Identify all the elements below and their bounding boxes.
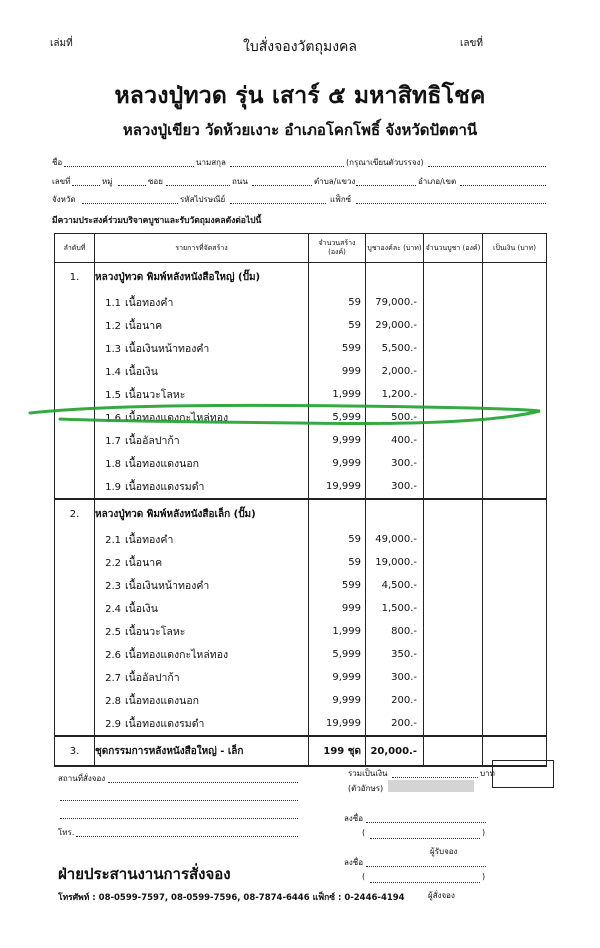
made-qty: 9,999: [309, 689, 366, 712]
item-name: เนื้อทองแดงกะไหล่ทอง: [125, 649, 229, 661]
made-qty: 599: [309, 574, 366, 597]
form-title: ใบสั่งจองวัตถุมงคล: [243, 39, 357, 55]
item-name: เนื้อเงิน: [125, 603, 158, 615]
section-row: [55, 499, 547, 528]
order-qty-cell[interactable]: [424, 597, 483, 620]
total-label: รวมเป็นเงิน: [348, 769, 388, 778]
item-code: 1.9: [105, 482, 121, 493]
postcode-label: รหัสไปรษณีย์: [180, 195, 226, 204]
form-number-label: เลขที่: [460, 38, 483, 49]
table-row: [55, 620, 547, 643]
item-code: 1.2: [105, 321, 121, 332]
province-input[interactable]: [82, 203, 178, 204]
order-qty-cell[interactable]: [424, 574, 483, 597]
amount-cell[interactable]: [483, 689, 547, 712]
main-title: หลวงปู่ทวด รุ่น เสาร์ ๕ มหาสิทธิโชค: [114, 83, 486, 109]
item-code: 2.4: [105, 604, 121, 615]
made-qty: 19,999: [309, 712, 366, 736]
table-row: [55, 597, 547, 620]
amount-cell[interactable]: [483, 620, 547, 643]
made-qty: 999: [309, 360, 366, 383]
amount-cell[interactable]: [483, 528, 547, 551]
house-no-label: เลขที่: [52, 177, 71, 186]
price: 29,000.-: [366, 314, 424, 337]
table-row: [55, 551, 547, 574]
total-input[interactable]: [392, 777, 478, 778]
item-name: เนื้อนาค: [125, 557, 163, 569]
order-qty-cell[interactable]: [424, 291, 483, 314]
fax-label: แฟ็กซ์: [330, 195, 352, 204]
header-made-qty: จำนวนสร้าง (องค์): [309, 234, 366, 263]
order-place-line3[interactable]: [60, 818, 298, 819]
order-qty-cell[interactable]: [424, 337, 483, 360]
fax-input[interactable]: [356, 203, 546, 204]
set-qty: 199 ชุด: [309, 736, 366, 766]
book-number-label: เล่มที่: [50, 38, 73, 49]
district-input[interactable]: [460, 185, 546, 186]
price: 200.-: [366, 689, 424, 712]
order-qty-cell[interactable]: [424, 620, 483, 643]
price: 800.-: [366, 620, 424, 643]
section-number: 2.: [55, 499, 95, 528]
made-qty: 19,999: [309, 475, 366, 499]
table-row: [55, 643, 547, 666]
coordination-dept: ฝ่ายประสานงานการสั่งจอง: [58, 865, 231, 883]
in-letters-field[interactable]: [388, 780, 474, 792]
order-qty-cell[interactable]: [424, 475, 483, 499]
amount-cell[interactable]: [483, 452, 547, 475]
tel-label: โทร.: [58, 828, 75, 837]
section-title: หลวงปู่ทวด พิมพ์หลังหนังสือใหญ่ (ปั๊ม): [95, 263, 309, 292]
set-title: ชุดกรรมการหลังหนังสือใหญ่ - เล็ก: [95, 736, 309, 766]
header-amount: เป็นเงิน (บาท): [483, 234, 547, 263]
baht-label: บาท: [480, 769, 495, 778]
table-row: [55, 666, 547, 689]
made-qty: 999: [309, 597, 366, 620]
amount-cell[interactable]: [483, 712, 547, 736]
orderer-paren-close: ): [482, 872, 486, 881]
in-letters-label: (ตัวอักษร): [348, 784, 384, 793]
order-place-label: สถานที่สั่งจอง: [58, 774, 106, 783]
table-row: [55, 337, 547, 360]
print-note: (กรุณาเขียนตัวบรรจง): [346, 158, 424, 167]
table-row: [55, 452, 547, 475]
item-name: เนื้อทองแดงกะไหล่ทอง: [125, 412, 229, 424]
road-input[interactable]: [252, 185, 312, 186]
item-code: 1.1: [105, 298, 121, 309]
order-qty-cell[interactable]: [424, 528, 483, 551]
item-code: 1.5: [105, 390, 121, 401]
table-row: [55, 360, 547, 383]
table-header-row: [55, 234, 547, 263]
order-qty-cell[interactable]: [424, 712, 483, 736]
sub-title: หลวงปู่เขียว วัดห้วยเงาะ อำเภอโคกโพธิ์ จังหวัดปัตตานี: [122, 121, 478, 139]
highlight-stroke: [0, 395, 600, 435]
amount-cell[interactable]: [483, 314, 547, 337]
made-qty: 59: [309, 291, 366, 314]
subdistrict-label: ตำบล/แขวง: [314, 177, 356, 186]
item-name: เนื้อเงินหน้าทองคำ: [125, 343, 210, 355]
province-label: จังหวัด: [52, 195, 76, 204]
made-qty: 5,999: [309, 643, 366, 666]
amount-cell[interactable]: [483, 337, 547, 360]
section-number: 1.: [55, 263, 95, 292]
table-row: [55, 475, 547, 499]
item-name: เนื้ออัลปาก้า: [125, 672, 180, 684]
made-qty: 599: [309, 337, 366, 360]
made-qty: 9,999: [309, 429, 366, 452]
surname-input[interactable]: [230, 166, 344, 167]
made-qty: 1,999: [309, 620, 366, 643]
item-code: 2.3: [105, 581, 121, 592]
district-label: อำเภอ/เขต: [418, 177, 457, 186]
price: 19,000.-: [366, 551, 424, 574]
section-row: [55, 263, 547, 292]
intent-text: มีความประสงค์ร่วมบริจาคบูชาและรับวัตถุมงคลดังต่อไปนี้: [52, 216, 262, 226]
orderer-paren-open: (: [362, 872, 366, 881]
order-qty-cell[interactable]: [424, 314, 483, 337]
amount-cell[interactable]: [483, 597, 547, 620]
table-row: [55, 314, 547, 337]
order-qty-cell[interactable]: [424, 689, 483, 712]
moo-label: หมู่: [102, 177, 113, 186]
section-title: หลวงปู่ทวด พิมพ์หลังหนังสือเล็ก (ปั๊ม): [95, 499, 309, 528]
road-label: ถนน: [232, 177, 248, 186]
amount-cell[interactable]: [483, 475, 547, 499]
item-name: เนื้ออัลปาก้า: [125, 435, 180, 447]
house-no-input[interactable]: [72, 185, 100, 186]
receiver-sign-label: ลงชื่อ: [344, 814, 364, 823]
orderer-name-input[interactable]: [370, 882, 480, 883]
orderer-label: ผู้สั่งจอง: [428, 891, 455, 900]
amount-cell[interactable]: [483, 574, 547, 597]
price: 300.-: [366, 452, 424, 475]
price: 300.-: [366, 666, 424, 689]
header-order-qty: จำนวนบูชา (องค์): [424, 234, 483, 263]
item-code: 2.5: [105, 627, 121, 638]
price: 5,500.-: [366, 337, 424, 360]
item-name: เนื้อทองแดงรมดำ: [125, 481, 205, 493]
item-code: 1.8: [105, 459, 121, 470]
item-name: เนื้อทองแดงนอก: [125, 458, 199, 470]
made-qty: 1,999: [309, 383, 366, 406]
subdistrict-input[interactable]: [356, 185, 416, 186]
amount-cell[interactable]: [483, 551, 547, 574]
price: 79,000.-: [366, 291, 424, 314]
item-code: 1.6: [105, 413, 121, 424]
price: 2,000.-: [366, 360, 424, 383]
made-qty: 59: [309, 551, 366, 574]
price: 4,500.-: [366, 574, 424, 597]
item-code: 1.7: [105, 436, 121, 447]
receiver-paren-open: (: [362, 828, 366, 837]
price: 200.-: [366, 712, 424, 736]
item-name: เนื้อนวะโลหะ: [125, 626, 186, 638]
made-qty: 5,999: [309, 406, 366, 429]
name-extra-input[interactable]: [428, 166, 546, 167]
header-item: รายการที่จัดสร้าง: [95, 234, 309, 263]
amount-cell[interactable]: [483, 291, 547, 314]
made-qty: 9,999: [309, 452, 366, 475]
receiver-label: ผู้รับจอง: [430, 847, 458, 856]
postcode-input[interactable]: [230, 203, 326, 204]
contact-line: โทรศัพท์ : 08-0599-7597, 08-0599-7596, 08-7874-6446 แฟ็กซ์ : 0-2446-4194: [58, 893, 405, 903]
item-code: 2.2: [105, 558, 121, 569]
item-code: 1.4: [105, 367, 121, 378]
moo-input[interactable]: [118, 185, 146, 186]
orderer-sign-label: ลงชื่อ: [344, 858, 364, 867]
item-name: เนื้อทองแดงนอก: [125, 695, 199, 707]
set-row: [55, 736, 547, 766]
item-name: เนื้อเงิน: [125, 366, 158, 378]
orderer-sign-input[interactable]: [366, 866, 486, 867]
price: 1,200.-: [366, 383, 424, 406]
amount-cell[interactable]: [483, 360, 547, 383]
order-qty-cell[interactable]: [424, 551, 483, 574]
soi-label: ซอย: [148, 177, 163, 186]
item-name: เนื้อเงินหน้าทองคำ: [125, 580, 210, 592]
order-table: [54, 233, 547, 767]
amount-cell[interactable]: [483, 643, 547, 666]
item-name: เนื้อนาค: [125, 320, 163, 332]
total-box[interactable]: [492, 760, 554, 788]
item-name: เนื้อทองคำ: [125, 534, 174, 546]
section-number: 3.: [55, 736, 95, 766]
amount-cell[interactable]: [483, 666, 547, 689]
order-qty-cell[interactable]: [424, 360, 483, 383]
table-row: [55, 574, 547, 597]
price: 49,000.-: [366, 528, 424, 551]
tel-input[interactable]: [76, 836, 298, 837]
surname-label: นามสกุล: [196, 158, 226, 167]
soi-input[interactable]: [166, 185, 230, 186]
order-qty-cell[interactable]: [424, 452, 483, 475]
item-code: 2.8: [105, 696, 121, 707]
receiver-paren-close: ): [482, 828, 486, 837]
item-code: 2.9: [105, 719, 121, 730]
order-qty-cell[interactable]: [424, 666, 483, 689]
table-row: [55, 689, 547, 712]
item-code: 2.6: [105, 650, 121, 661]
order-qty-cell[interactable]: [424, 736, 483, 766]
receiver-name-input[interactable]: [370, 838, 480, 839]
name-input[interactable]: [64, 166, 194, 167]
made-qty: 9,999: [309, 666, 366, 689]
price: 500.-: [366, 406, 424, 429]
price: 1,500.-: [366, 597, 424, 620]
made-qty: 59: [309, 528, 366, 551]
order-qty-cell[interactable]: [424, 643, 483, 666]
table-row: [55, 528, 547, 551]
order-place-input[interactable]: [108, 782, 298, 783]
price: 400.-: [366, 429, 424, 452]
table-row: [55, 291, 547, 314]
header-no: ลำดับที่: [55, 234, 95, 263]
item-name: เนื้อทองแดงรมดำ: [125, 718, 205, 730]
item-code: 2.1: [105, 535, 121, 546]
item-code: 1.3: [105, 344, 121, 355]
made-qty: 59: [309, 314, 366, 337]
name-label: ชื่อ: [52, 158, 63, 167]
header-price: บูชาองค์ละ (บาท): [366, 234, 424, 263]
order-place-line2[interactable]: [60, 800, 298, 801]
table-row: [55, 712, 547, 736]
item-name: เนื้อนวะโลหะ: [125, 389, 186, 401]
price: 350.-: [366, 643, 424, 666]
set-price: 20,000.-: [366, 736, 424, 766]
price: 300.-: [366, 475, 424, 499]
item-code: 2.7: [105, 673, 121, 684]
receiver-sign-input[interactable]: [366, 822, 486, 823]
item-name: เนื้อทองคำ: [125, 297, 174, 309]
